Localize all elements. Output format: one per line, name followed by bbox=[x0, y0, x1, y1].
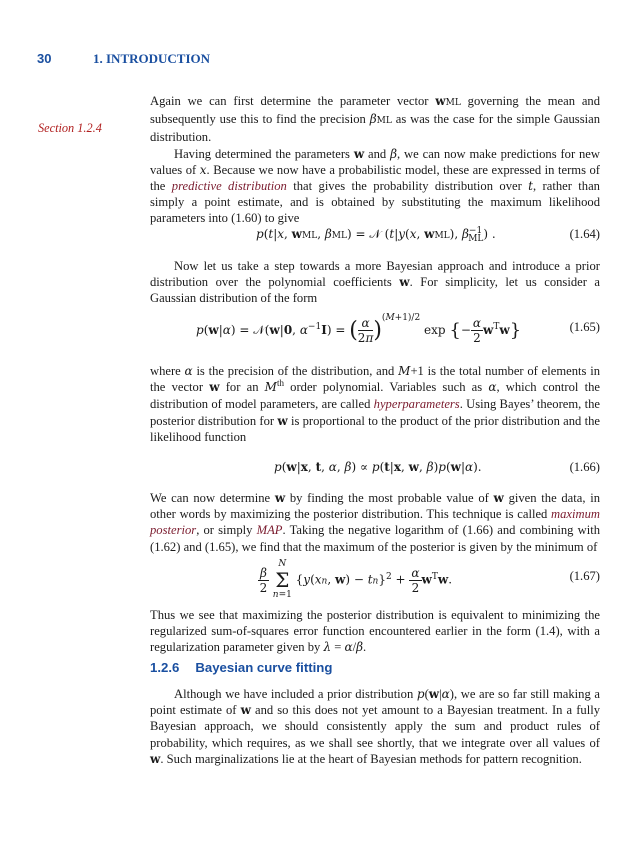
equation-number-1-67: (1.67) bbox=[569, 569, 600, 583]
equation-1-67 bbox=[150, 555, 600, 607]
subsection-number: 1.2.6 bbox=[150, 660, 180, 675]
paragraph-4: where α is the precision of the distribution, and M+1 is the total number of elements in the vector w for an Mth order polynomial. Variables such as α, which control the distribution of model parameters, are called hyperparameters. Using Bayes’ theorem, the posterior distribution for w is proportional to the product of the prior distribution and the likelihood function bbox=[150, 364, 600, 444]
equation-1-64 bbox=[150, 227, 600, 247]
chapter-title: 1. INTRODUCTION bbox=[93, 51, 211, 66]
page-number: 30 bbox=[37, 51, 52, 66]
term-predictive-distribution: predictive distribution bbox=[171, 179, 287, 194]
equation-number-1-66: (1.66) bbox=[569, 460, 600, 474]
equation-1-67-formula: $\frac{\beta}{2}$ N Σ n=1 {y(xn, w) − tn}$^2$ + $\frac{\alpha}{2}$ $w^Tw$. bbox=[259, 559, 453, 600]
equation-number-1-64: (1.64) bbox=[569, 227, 600, 241]
text-block-5 bbox=[150, 607, 600, 656]
term-hyperparameters: hyperparameters bbox=[373, 397, 460, 412]
text-block-3 bbox=[150, 363, 600, 445]
paragraph-7: Although we have included a prior distribution p(w|α), we are so far still making a point estimate of w and so this does not yet amount to a Bayesian treatment. In a fully Bayesian approach, we should consistently apply the sum and product rules of probability, which requires, as we shall see shortly, that we integrate over all values of w. Such marginalizations lie at the heart of Bayesian methods for pattern recognition. bbox=[150, 687, 601, 766]
term-map: MAP bbox=[256, 523, 283, 538]
paragraph-3: Now let us take a step towards a more Bayesian approach and introduce a prior distribution over the polynomial coefficients w. For simplicity, let us consider a Gaussian distribution of the form bbox=[150, 259, 600, 306]
text-block-4 bbox=[150, 490, 600, 555]
margin-section-reference[interactable]: Section 1.2.4 bbox=[38, 121, 102, 135]
equation-1-65-formula: p(w|α) = 𝒩(w|0, $\alpha^{-1}I$) = ( $\frac{\alpha}{2\pi}$ )$^{(M+1)/2}$ exp {− $\frac{\alpha}{2}$ $w^Tw$} bbox=[196, 313, 522, 345]
subsection-title: Bayesian curve fitting bbox=[195, 660, 333, 675]
text-block-2 bbox=[150, 258, 600, 307]
paragraph-5: We can now determine w by finding the most probable value of w given the data, in other words by maximizing the posterior distribution. This technique is called maximum posterior, or simply MAP. Taking the negative logarithm of (1.66) and combining with (1.62) and (1.65), we find that the maximum of the posterior is given by the minimum of bbox=[150, 491, 600, 554]
paragraph-6: Thus we see that maximizing the posterior distribution is equivalent to minimizing the regularized sum-of-squares error function encountered earlier in the form (1.4), with a regularization parameter given by λ = α/β. bbox=[150, 608, 600, 655]
term-maximum-posterior: maximum posterior bbox=[150, 507, 600, 538]
equation-1-66-formula: p(w|x, t, α, β) ∝ p(t|x, w, β)p(w|α). bbox=[274, 460, 482, 474]
paragraph-2: Having determined the parameters w and β, we can now make predictions for new values of x. Because we now have a probabilistic model, these are expressed in terms of the predictive distribution that gives the probability distribution over t, rather than simply a point estimate, and is obtained by substituting the maximum likelihood parameters into (1.60) to give bbox=[150, 146, 600, 226]
equation-1-65 bbox=[150, 308, 600, 352]
text-block-1 bbox=[150, 93, 600, 227]
subsection-heading bbox=[150, 660, 332, 675]
text-block-6 bbox=[150, 686, 600, 767]
equation-1-64-formula: p(t|x, wML, βML) = 𝒩 (t|y(x, wML), $\beta^{-1}_{ML}$) . bbox=[256, 226, 496, 244]
equation-1-66 bbox=[150, 460, 600, 480]
equation-number-1-65: (1.65) bbox=[569, 320, 600, 334]
paragraph-1: Again we can first determine the parameter vector wML governing the mean and subsequently use this to find the precision βML as was the case for the simple Gaussian distribution. bbox=[150, 94, 601, 145]
